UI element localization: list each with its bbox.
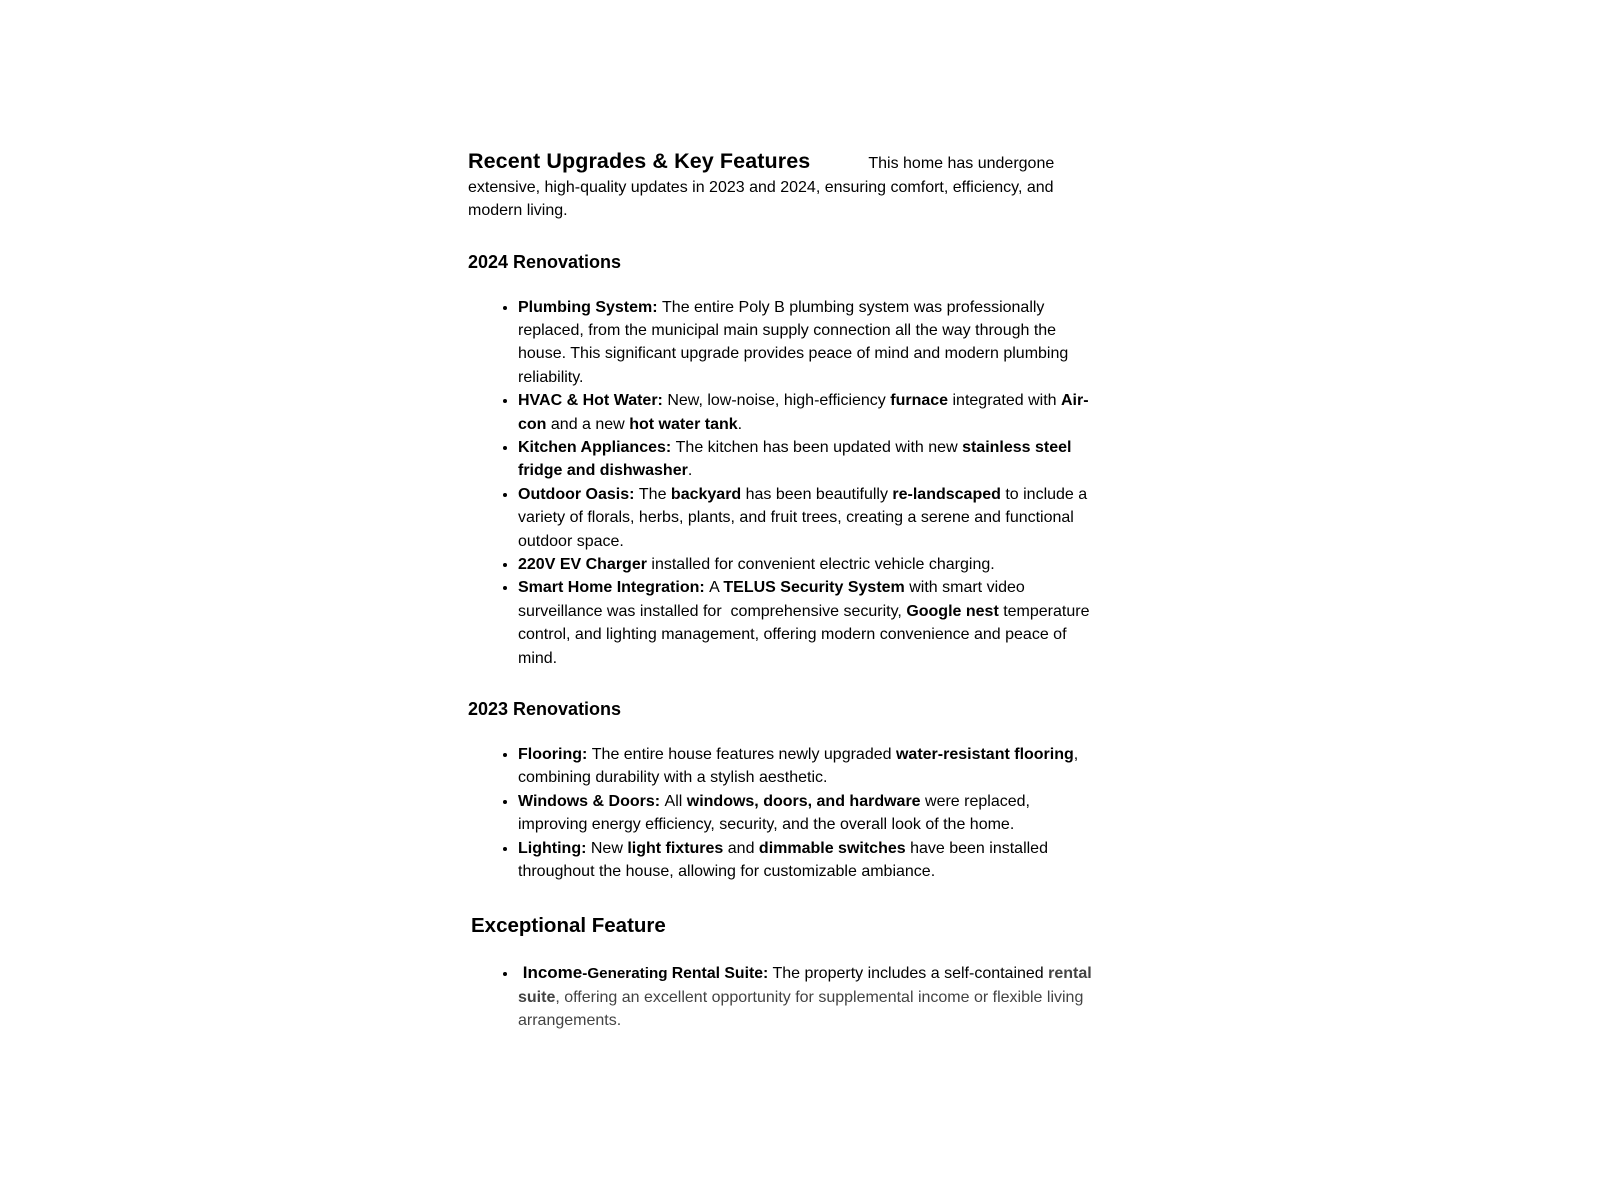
text-run: to include a variety of florals, herbs, plants, and fruit trees, creating a serene and functional outdoor space. (518, 485, 1092, 550)
section-heading: Exceptional Feature (471, 914, 666, 938)
text-run: , combining durability with a stylish aesthetic. (518, 746, 1083, 787)
text-run: , offering an excellent opportunity for supplemental income or flexible living arrangements. (518, 988, 1088, 1030)
text-run: The entire house features newly upgraded (591, 746, 896, 763)
bullet-item (518, 483, 1098, 553)
text-run: HVAC & Hot Water: (518, 392, 668, 410)
bullet-list (468, 743, 1098, 883)
bullet-item (518, 837, 1098, 884)
intro-text: This home has undergone extensive, high-quality updates in 2023 and 2024, ensuring comfort, efficiency, and modern living. (468, 155, 1059, 219)
text-run: The kitchen has been updated with new (675, 438, 963, 456)
text-run: and a new (546, 415, 630, 433)
text-run: installed for convenient electric vehicle charging. (646, 555, 995, 573)
bullet-item (518, 553, 1098, 576)
text-run: rental suite (518, 965, 1097, 1006)
text-run: were replaced, improving energy efficiency, security, and the overall look of the home. (518, 792, 1035, 834)
bullet-item (518, 296, 1098, 390)
text-run: stainless steel fridge and dishwasher (518, 438, 1076, 480)
section-heading: 2024 Renovations (468, 251, 622, 272)
text-run: water-resistant flooring (895, 746, 1074, 763)
bullet-list (468, 961, 1098, 1032)
bullet-item (518, 389, 1098, 436)
section-2023-renovations (468, 698, 1098, 883)
text-run: re-landscaped (892, 485, 1001, 503)
text-run: Lighting: (518, 839, 591, 857)
tab-spacer (810, 167, 868, 168)
text-run: light fixtures (627, 839, 724, 857)
section-exceptional-feature (468, 913, 1098, 1032)
text-run: Smart Home Integration: (518, 579, 710, 597)
text-run: has been beautifully (741, 485, 893, 503)
text-run: Air-con (518, 392, 1089, 433)
text-run: New (590, 839, 628, 857)
text-run: Outdoor Oasis: (518, 485, 639, 503)
text-run: . (737, 415, 743, 433)
text-run: All (664, 792, 687, 810)
text-run: temperature control, and lighting management, offering modern convenience and peace of mind. (518, 602, 1094, 667)
text-run: -Generating (582, 965, 672, 983)
section-heading: 2023 Renovations (468, 699, 622, 719)
text-run: backyard (670, 485, 742, 503)
bullet-item (518, 436, 1098, 483)
text-run: Plumbing System: (518, 298, 663, 316)
text-run: integrated with (948, 392, 1061, 410)
text-run: 220V EV Charger (518, 555, 647, 573)
bullet-item (518, 576, 1098, 670)
text-run: hot water tank (629, 415, 738, 433)
text-run: A (709, 579, 724, 597)
section-2024-renovations (468, 251, 1098, 671)
bullet-item (518, 790, 1098, 837)
text-run: windows, doors, and hardware (686, 792, 921, 810)
text-run: . (687, 462, 693, 480)
text-run: The entire Poly B plumbing system was professionally replaced, from the municipal main supply connection all the way through the house. This significant upgrade provides peace of mind and modern plumbing reliability. (518, 298, 1073, 386)
bullet-item (518, 961, 1098, 1032)
document-page (468, 150, 1098, 1033)
text-run: The (638, 485, 671, 503)
bullet-item (518, 743, 1098, 790)
text-run: Rental Suite: (671, 965, 769, 983)
bullet-list (468, 296, 1098, 671)
text-run: dimmable switches (758, 839, 906, 857)
text-run: TELUS Security System (723, 579, 905, 597)
text-run: Google nest (906, 602, 999, 620)
text-run: Windows & Doors: (518, 792, 665, 810)
text-run: Income (518, 963, 583, 983)
title-paragraph (468, 150, 1098, 223)
text-run: The property includes a self-contained (768, 965, 1049, 983)
page-title: Recent Upgrades & Key Features (468, 149, 811, 173)
text-run: have been installed throughout the house, allowing for customizable ambiance. (518, 839, 1053, 881)
text-run: Kitchen Appliances: (518, 438, 676, 456)
text-run: New, low-noise, high-efficiency (667, 392, 891, 410)
text-run: Flooring: (518, 746, 592, 763)
text-run: with smart video surveillance was installed for comprehensive security, (518, 579, 1030, 620)
text-run: and (723, 839, 759, 857)
text-run: furnace (890, 392, 949, 410)
